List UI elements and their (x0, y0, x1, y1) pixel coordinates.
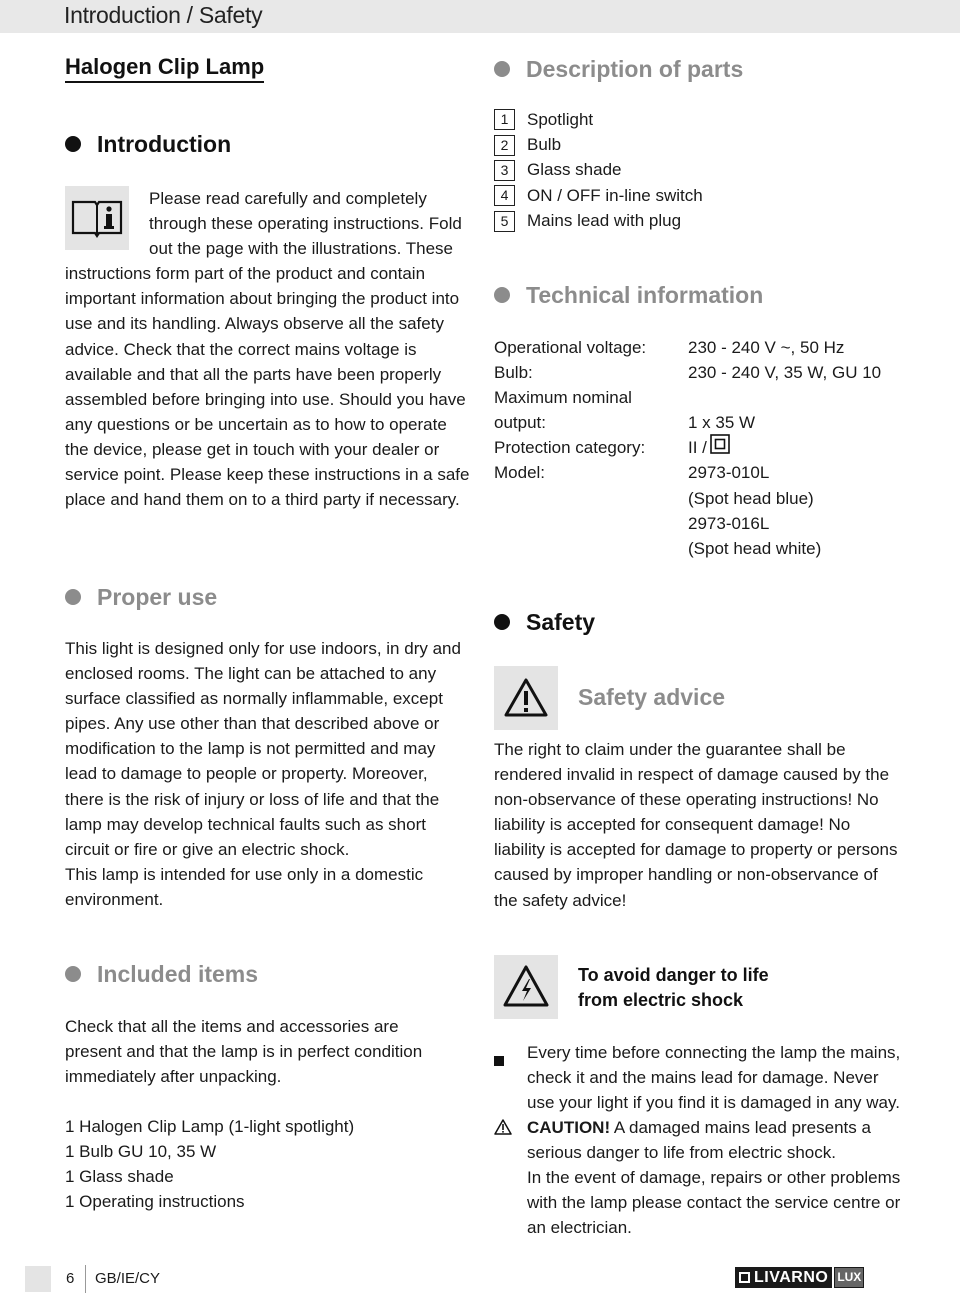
introduction-text-block (65, 186, 470, 512)
list-item (494, 183, 914, 208)
part-label: ON / OFF in-line switch (527, 185, 703, 205)
tech-label (494, 486, 688, 511)
bullet-dot-icon (494, 287, 510, 303)
safety-advice-text-block (494, 737, 899, 913)
table-row (494, 435, 914, 460)
page-header (0, 0, 960, 33)
included-items-heading-text: Included items (97, 961, 259, 987)
caution-label: CAUTION! (527, 1118, 611, 1137)
included-items-heading (65, 960, 258, 988)
caution-warning-icon (494, 1117, 512, 1142)
technical-information-heading (494, 281, 763, 309)
electric-shock-warning-icon (494, 955, 558, 1019)
part-number: 1 (494, 109, 515, 130)
tech-label: Model: (494, 463, 546, 483)
tech-label (494, 511, 688, 536)
part-number: 4 (494, 185, 515, 206)
part-label: Glass shade (527, 160, 622, 180)
electric-shock-title-line-2: from electric shock (578, 990, 744, 1010)
part-number: 3 (494, 160, 515, 181)
caution-text: A damaged mains lead presents a serious danger to life from electric shock. (527, 1118, 871, 1163)
list-item: 1 Glass shade (65, 1167, 174, 1187)
proper-use-heading-text: Proper use (97, 584, 218, 610)
list-item: 1 Operating instructions (65, 1192, 245, 1212)
proper-use-heading (65, 583, 217, 611)
bullet-dot-icon (65, 966, 81, 982)
tech-value-wrap (688, 435, 730, 460)
class-ii-double-square-icon (710, 434, 730, 461)
introduction-heading (65, 130, 231, 158)
introduction-paragraph: Please read carefully and completely through these operating instructions. Fold out the page with the illustrations. These instructions form part of the product and contain important information about bringing the product into use and its handling. Always observe all the safety advice. Check that the correct mains voltage is available and that all the parts have been properly assembled before bringing into use. Should you have any questions or be uncertain as to how to operate the device, please get in touch with your dealer or service point. Please keep these instructions in a safe place and hand them on to a third party if necessary. (65, 189, 470, 510)
safety-advice-paragraph: The right to claim under the guarantee shall be rendered invalid in respect of damage caused by the non-observance of these operating instructions! No liability is accepted for consequent damage! No liability is accepted for damage to property or persons caused by improper handling or non-observance of the safety advice! (494, 740, 898, 910)
technical-table (494, 335, 914, 561)
caution-paragraph (527, 1115, 907, 1165)
warning-icon (494, 666, 558, 730)
footer-region: GB/IE/CY (95, 1270, 161, 1287)
tech-label: Protection category: (494, 438, 646, 458)
bullet-dot-icon (65, 136, 81, 152)
brand-logo (735, 1267, 864, 1288)
parts-list (494, 107, 914, 234)
table-row (494, 385, 914, 410)
technical-information-heading-text: Technical information (526, 282, 764, 308)
included-items-list (65, 1114, 470, 1214)
part-label: Bulb (527, 135, 562, 155)
included-items-text-block (65, 1014, 455, 1089)
safety-heading-text: Safety (526, 609, 596, 635)
tech-value: (Spot head blue) (688, 488, 814, 508)
tech-label: Bulb: (494, 363, 533, 383)
bullet-dot-icon (494, 61, 510, 77)
table-row (494, 335, 914, 360)
safety-heading (494, 608, 595, 636)
tech-label: Maximum nominal (494, 388, 632, 408)
table-row (494, 410, 914, 435)
list-item: 1 Halogen Clip Lamp (1-light spotlight) (65, 1117, 355, 1136)
safety-bullet-paragraph: Every time before connecting the lamp the mains, check it and the mains lead for damage. Never use your light if you find it is damaged in any way. (527, 1043, 901, 1113)
tech-value: (Spot head white) (688, 538, 822, 558)
footer-marker (25, 1266, 51, 1292)
tech-value: II / (688, 438, 707, 458)
tech-value: 1 x 35 W (688, 413, 756, 433)
tech-label: output: (494, 413, 546, 433)
introduction-heading-text: Introduction (97, 131, 232, 157)
square-bullet-icon (494, 1048, 504, 1073)
tech-value: 2973-016L (688, 513, 770, 533)
part-number: 2 (494, 135, 515, 156)
tech-label: Operational voltage: (494, 338, 647, 357)
safety-bullet-text (527, 1040, 907, 1115)
page-number: 6 (66, 1270, 75, 1287)
part-number: 5 (494, 211, 515, 232)
tech-value: 230 - 240 V, 35 W, GU 10 (688, 363, 882, 383)
bullet-dot-icon (65, 589, 81, 605)
brand-suffix: LUX (834, 1267, 864, 1288)
part-label: Mains lead with plug (527, 211, 682, 231)
tech-value: 230 - 240 V ~, 50 Hz (688, 338, 845, 357)
list-item (494, 209, 914, 234)
description-of-parts-heading-text: Description of parts (526, 56, 744, 82)
list-item (494, 107, 914, 132)
proper-use-text-block (65, 636, 470, 912)
table-row (494, 360, 914, 385)
electric-shock-title-line-1: To avoid danger to life (578, 965, 769, 985)
brand-name: LIVARNO (754, 1269, 829, 1286)
bullet-dot-icon (494, 614, 510, 630)
description-of-parts-heading (494, 55, 743, 83)
brand-square-icon (739, 1272, 750, 1283)
footer-divider (85, 1265, 86, 1293)
caution-paragraph-2: In the event of damage, repairs or other problems with the lamp please contact the service centre or an electrician. (527, 1168, 901, 1238)
table-row (494, 486, 914, 511)
document-title: Halogen Clip Lamp (65, 54, 264, 83)
proper-use-paragraph-2: This lamp is intended for use only in a domestic environment. (65, 864, 424, 909)
proper-use-paragraph: This light is designed only for use indoors, in dry and enclosed rooms. The light can be attached to any surface classified as normally inflammable, except pipes. Any use other than that described above or modification to the lamp is not permitted and may lead to damage to people or property. Moreover, there is the risk of injury or loss of life and that the lamp may develop technical faults such as short circuit or fire or give an electric shock. (65, 639, 461, 859)
tech-label (494, 536, 688, 561)
table-row (494, 511, 914, 536)
tech-value: 2973-010L (688, 463, 770, 483)
list-item: 1 Bulb GU 10, 35 W (65, 1142, 217, 1162)
list-item (494, 158, 914, 183)
included-items-paragraph: Check that all the items and accessories are present and that the lamp is in perfect condition immediately after unpacking. (65, 1017, 423, 1087)
caution-text-block (527, 1115, 907, 1240)
brand-name-box (735, 1267, 832, 1288)
table-row (494, 460, 914, 485)
safety-advice-heading: Safety advice (578, 684, 726, 710)
list-item (494, 132, 914, 157)
electric-shock-title (578, 963, 898, 1013)
table-row (494, 536, 914, 561)
page-header-title: Introduction / Safety (64, 2, 263, 28)
part-label: Spotlight (527, 109, 594, 129)
